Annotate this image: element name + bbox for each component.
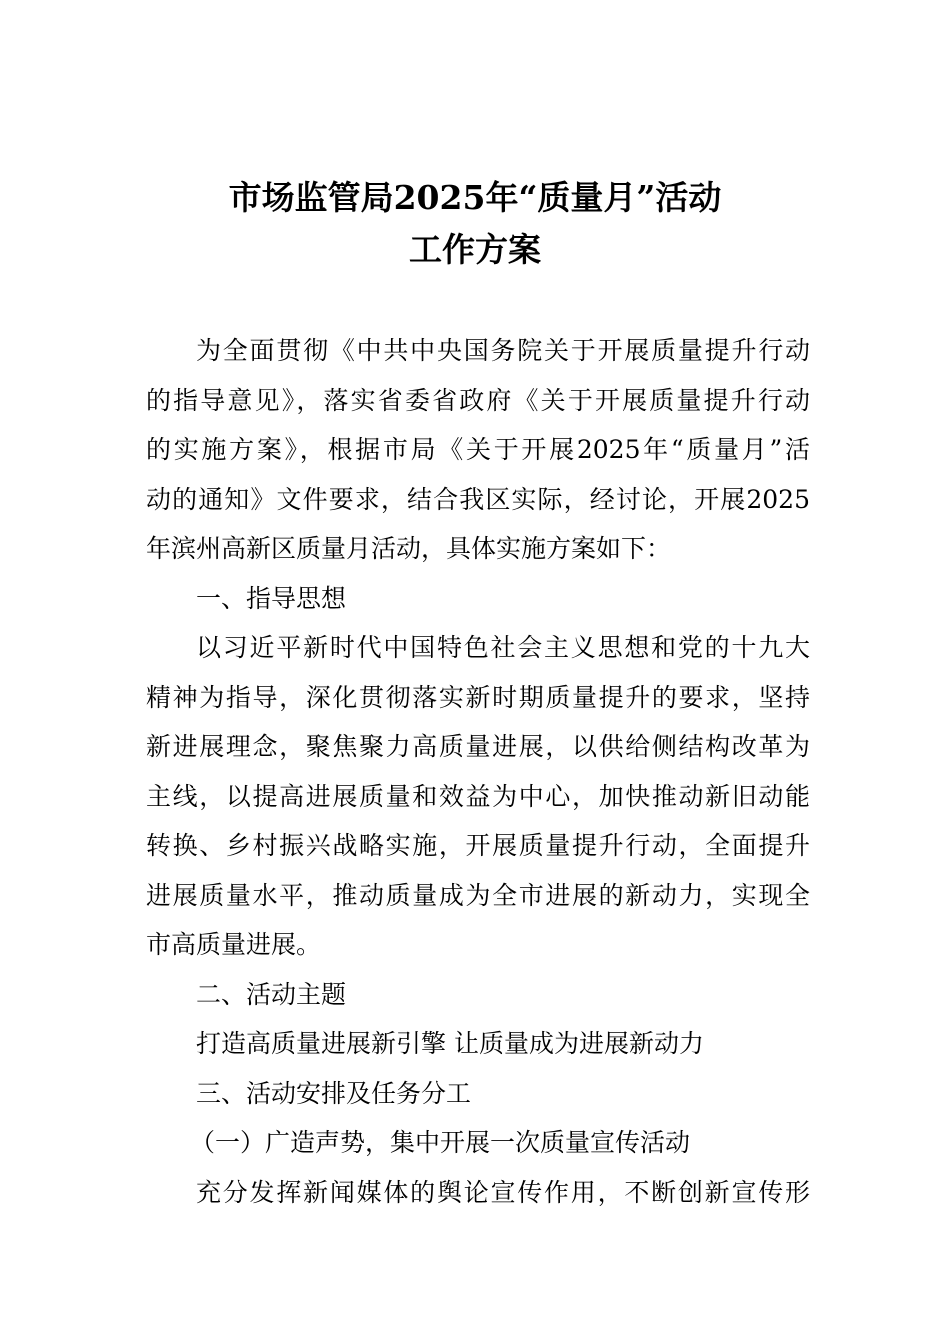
paragraph-line: 的指导意见》，落实省委省政府《关于开展质量提升行动 xyxy=(146,385,810,415)
paragraph-line: 以习近平新时代中国特色社会主义思想和党的十九大 xyxy=(196,633,810,662)
paragraph-line: 为全面贯彻《中共中央国务院关于开展质量提升行动 xyxy=(196,336,810,365)
section-heading: 一、指导思想 xyxy=(196,583,347,613)
paragraph-line: 的实施方案》，根据市局《关于开展2025年“质量月”活 xyxy=(146,435,810,464)
paragraph-line: 充分发挥新闻媒体的舆论宣传作用，不断创新宣传形 xyxy=(196,1177,810,1207)
section-heading: 三、活动安排及任务分工 xyxy=(196,1078,472,1108)
section-heading: 二、活动主题 xyxy=(196,979,347,1009)
document-body xyxy=(146,326,810,1217)
paragraph-line: 市高质量进展。 xyxy=(146,930,322,959)
paragraph-line: 转换、乡村振兴战略实施，开展质量提升行动，全面提升 xyxy=(146,831,810,860)
document-title-line-1: 市场监管局2025年“质量月”活动 xyxy=(228,178,722,217)
paragraph-line: 主线，以提高进展质量和效益为中心，加快推动新旧动能 xyxy=(146,781,810,811)
paragraph-line: 精神为指导，深化贯彻落实新时期质量提升的要求，坚持 xyxy=(146,682,810,712)
paragraph-line: 进展质量水平，推动质量成为全市进展的新动力，实现全 xyxy=(146,880,810,910)
paragraph-line: 打造高质量进展新引擎 让质量成为进展新动力 xyxy=(196,1029,704,1058)
document-title-line-2: 工作方案 xyxy=(409,230,541,269)
paragraph-line: 动的通知》文件要求，结合我区实际，经讨论，开展2025 xyxy=(146,484,810,514)
subsection-heading: （一）广造声势，集中开展一次质量宣传活动 xyxy=(190,1128,691,1157)
paragraph-line: 年滨州高新区质量月活动，具体实施方案如下： xyxy=(146,534,672,563)
paragraph-line: 新进展理念，聚焦聚力高质量进展，以供给侧结构改革为 xyxy=(146,732,810,761)
